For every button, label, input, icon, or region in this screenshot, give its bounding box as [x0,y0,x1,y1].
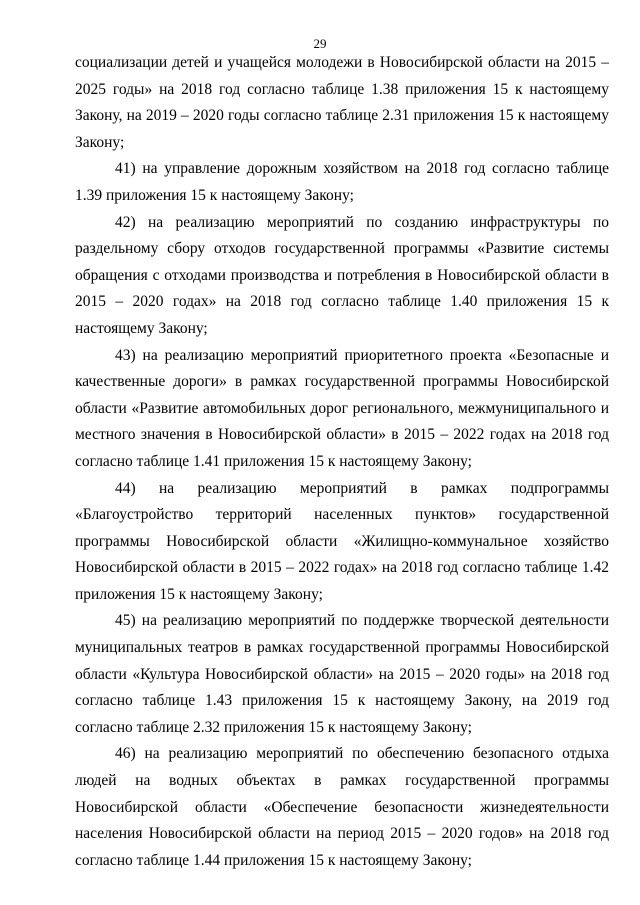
paragraph-item-45: 45) на реализацию мероприятий по поддержке творческой деятельности муниципальных театров в рамках государственной программы Новосибирской области «Культура Новосибирской области» на 2015 – 2020 годы» на 2018 год согласно таблице 1.43 приложения 15 к настоящему Закону, на 2019 год согласно таблице 2.32 приложения 15 к настоящему Закону; [75,612,609,736]
paragraph-item-42: 42) на реализацию мероприятий по созданию инфраструктуры по раздельному сбору отходов государственной программы «Развитие системы обращения с отходами производства и потребления в Новосибирской области в 2015 – 2020 годах» на 2018 год согласно таблице 1.40 приложения 15 к настоящему Закону; [75,213,609,337]
paragraph-item-41: 41) на управление дорожным хозяйством на 2018 год согласно таблице 1.39 приложения 15 к настоящему Закону; [75,160,609,204]
page-number: 29 [313,36,327,51]
document-body [75,50,609,874]
paragraph-item-44: 44) на реализацию мероприятий в рамках подпрограммы «Благоустройство территорий населенных пунктов» государственной программы Новосибирской области «Жилищно-коммунальное хозяйство Новосибирской области в 2015 – 2022 годах» на 2018 год согласно таблице 1.42 приложения 15 к настоящему Закону; [75,479,609,603]
paragraph-continuation: социализации детей и учащейся молодежи в Новосибирской области на 2015 – 2025 годы» на 2018 год согласно таблице 1.38 приложения 15 к настоящему Закону, на 2019 – 2020 годы согласно таблице 2.31 приложения 15 к настоящему Закону; [75,54,609,151]
paragraph-item-43: 43) на реализацию мероприятий приоритетного проекта «Безопасные и качественные дороги» в рамках государственной программы Новосибирской области «Развитие автомобильных дорог регионального, межмуниципального и местного значения в Новосибирской области» в 2015 – 2022 годах на 2018 год согласно таблице 1.41 приложения 15 к настоящему Закону; [75,346,609,470]
paragraph-item-46: 46) на реализацию мероприятий по обеспечению безопасного отдыха людей на водных объектах в рамках государственной программы Новосибирской области «Обеспечение безопасности жизнедеятельности населения Новосибирской области на период 2015 – 2020 годов» на 2018 год согласно таблице 1.44 приложения 15 к настоящему Закону; [75,745,609,869]
